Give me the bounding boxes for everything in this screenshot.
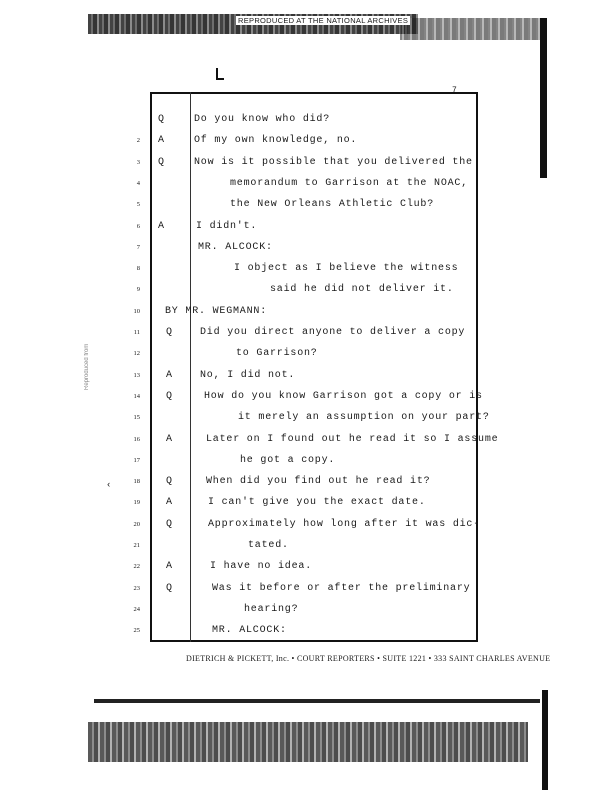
line-number: 3 bbox=[136, 158, 140, 166]
transcript-text: memorandum to Garrison at the NOAC, bbox=[230, 177, 469, 189]
transcript-text: Did you direct anyone to deliver a copy bbox=[200, 327, 466, 338]
line-number: 8 bbox=[136, 265, 140, 273]
transcript-text: Now is it possible that you delivered the bbox=[194, 156, 473, 168]
right-edge-artifact-lower bbox=[542, 690, 548, 790]
speaker-label: A bbox=[158, 220, 165, 232]
transcript-text: BY MR. WEGMANN: bbox=[165, 305, 268, 317]
speaker-label: Q bbox=[166, 582, 173, 594]
line-number: 24 bbox=[133, 605, 140, 613]
line-number: 7 bbox=[136, 243, 140, 251]
line-number: 20 bbox=[133, 520, 140, 528]
margin-rule bbox=[190, 92, 191, 642]
line-number: 13 bbox=[133, 371, 140, 379]
transcript-text: I didn't. bbox=[196, 220, 258, 232]
transcript-text: tated. bbox=[248, 540, 289, 551]
line-number: 9 bbox=[136, 286, 140, 294]
line-number: 15 bbox=[133, 414, 140, 422]
side-mark: ‹ bbox=[106, 480, 112, 490]
bottom-scan-artifact bbox=[88, 722, 528, 762]
right-edge-artifact bbox=[540, 18, 547, 178]
line-number: 6 bbox=[136, 222, 140, 230]
line-number: 10 bbox=[133, 307, 140, 315]
transcript-text: I have no idea. bbox=[210, 561, 313, 573]
transcript-text: No, I did not. bbox=[200, 369, 296, 381]
line-number: 4 bbox=[136, 179, 140, 187]
transcript-text: I object as I believe the witness bbox=[234, 263, 459, 275]
speaker-label: A bbox=[158, 135, 165, 147]
corner-mark bbox=[216, 68, 224, 80]
transcript-text: How do you know Garrison got a copy or is bbox=[204, 390, 483, 402]
speaker-label: Q bbox=[166, 327, 173, 338]
speaker-label: Q bbox=[166, 476, 173, 488]
speaker-label: A bbox=[166, 433, 173, 445]
line-number: 21 bbox=[133, 542, 140, 549]
transcript-text: Of my own knowledge, no. bbox=[194, 135, 358, 147]
page-number: 7 bbox=[452, 86, 457, 95]
transcript-text: I can't give you the exact date. bbox=[208, 497, 426, 509]
line-number: 17 bbox=[133, 456, 140, 464]
line-number: 12 bbox=[133, 350, 140, 358]
reporter-footer: DIETRICH & PICKETT, Inc. • COURT REPORTERS • SUITE 1221 • 333 SAINT CHARLES AVENUE bbox=[186, 654, 551, 663]
speaker-label: Q bbox=[158, 114, 165, 125]
line-number: 22 bbox=[133, 563, 140, 571]
transcript-text: Approximately how long after it was dic- bbox=[208, 518, 481, 530]
line-number: 5 bbox=[136, 201, 140, 209]
transcript-text: he got a copy. bbox=[240, 454, 336, 466]
bottom-scan-line bbox=[94, 699, 540, 703]
line-number: 23 bbox=[133, 584, 140, 592]
speaker-label: Q bbox=[166, 518, 173, 530]
transcript-page-border bbox=[150, 92, 481, 642]
speaker-label: A bbox=[166, 497, 173, 509]
speaker-label: A bbox=[166, 369, 173, 381]
line-number: 25 bbox=[133, 627, 140, 635]
line-number: 19 bbox=[133, 499, 140, 507]
transcript-text: to Garrison? bbox=[236, 348, 318, 360]
transcript-text: Later on I found out he read it so I assume bbox=[206, 433, 499, 445]
speaker-label: A bbox=[166, 561, 173, 573]
side-stamp: Reproduced from bbox=[84, 343, 90, 390]
line-number: 16 bbox=[133, 435, 140, 443]
line-number: 2 bbox=[136, 137, 140, 145]
line-number: 18 bbox=[133, 478, 140, 486]
transcript-text: Was it before or after the preliminary bbox=[212, 582, 471, 594]
line-number: 11 bbox=[133, 329, 140, 336]
transcript-text: said he did not deliver it. bbox=[270, 284, 454, 296]
top-scan-artifact-right bbox=[400, 18, 540, 40]
speaker-label: Q bbox=[166, 390, 173, 402]
transcript-text: Do you know who did? bbox=[194, 114, 331, 125]
speaker-label: Q bbox=[158, 156, 165, 168]
archive-stamp: REPRODUCED AT THE NATIONAL ARCHIVES bbox=[238, 16, 409, 25]
transcript-text: the New Orleans Athletic Club? bbox=[230, 199, 435, 211]
transcript-text: it merely an assumption on your part? bbox=[238, 412, 490, 424]
transcript-text: MR. ALCOCK: bbox=[198, 241, 273, 253]
line-number: 14 bbox=[133, 392, 140, 400]
transcript-text: MR. ALCOCK: bbox=[212, 625, 287, 637]
transcript-text: hearing? bbox=[244, 603, 299, 615]
transcript-text: When did you find out he read it? bbox=[206, 476, 431, 488]
